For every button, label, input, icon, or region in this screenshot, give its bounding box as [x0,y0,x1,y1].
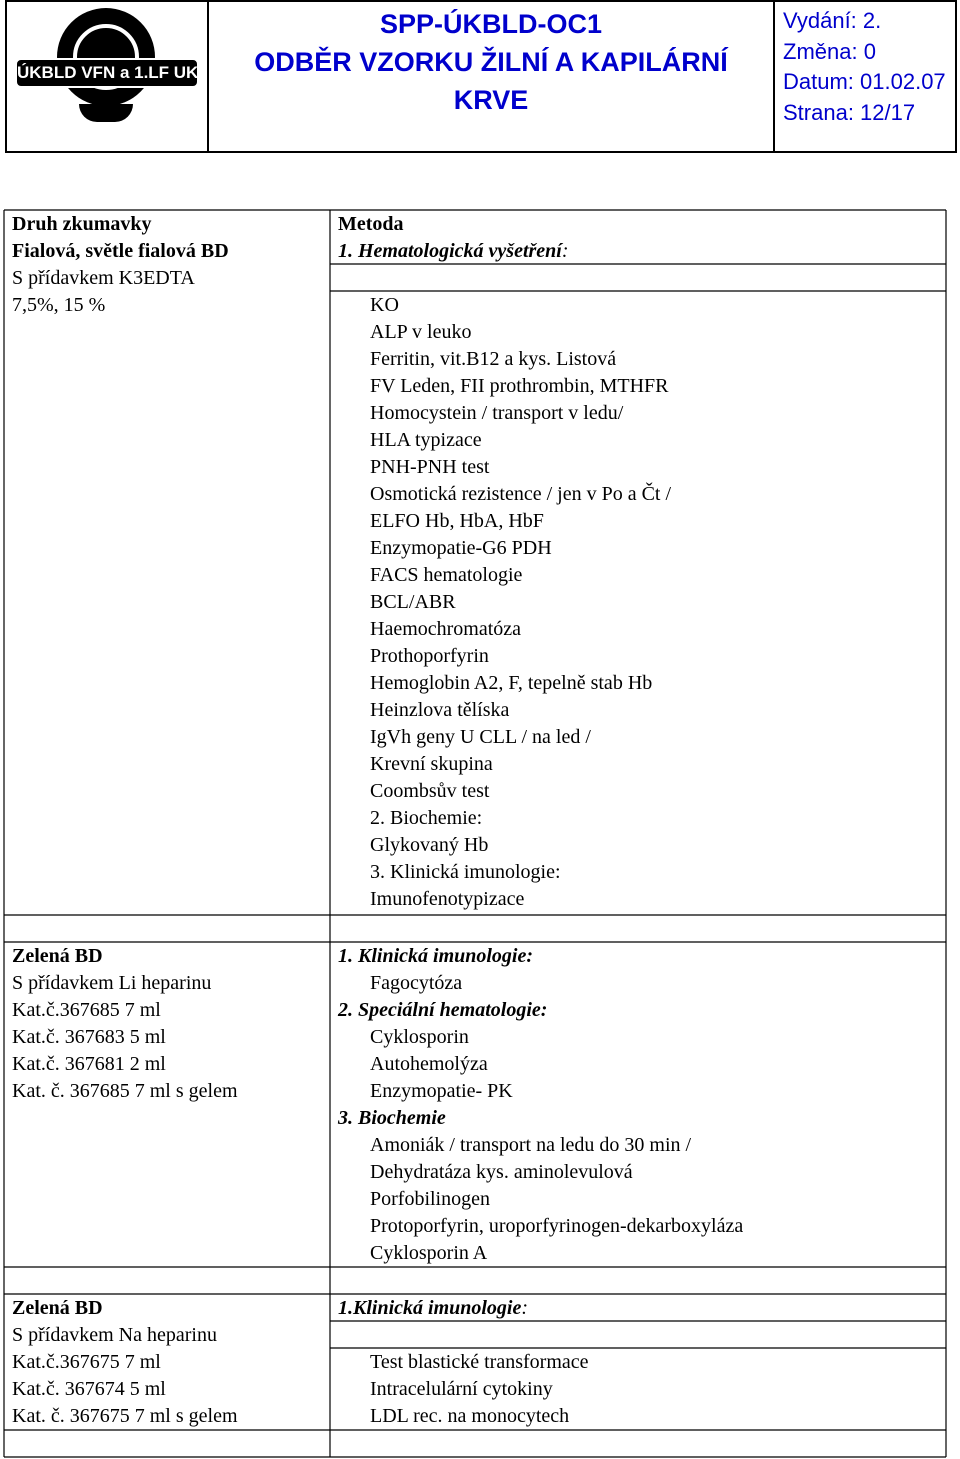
issue-number: Vydání: 2. [783,8,882,33]
method-item: Fagocytóza [370,972,463,994]
method-item: Heinzlova tělíska [370,699,510,721]
logo-band-text: ÚKBLD VFN a 1.LF UK [15,58,199,88]
method-item: Homocystein / transport v ledu/ [370,402,624,424]
method-item: BCL/ABR [370,591,456,613]
title-line-2: KRVE [453,85,529,115]
method-item: Cyklosporin A [370,1242,488,1264]
page-number: Strana: 12/17 [783,99,916,125]
section-heading: 3. Biochemie [338,1107,446,1129]
method-item: Protoporfyrin, uroporfyrinogen-dekarboxyláza [370,1215,744,1237]
document-code: SPP-ÚKBLD-OC1 [379,9,602,39]
method-item: KO [370,294,399,316]
method-item: Ferritin, vit.B12 a kys. Listová [370,348,617,370]
method-item: Prothoporfyrin [370,645,489,667]
tube-concentration: 7,5%, 15 % [12,294,106,316]
tube-name: Zelená BD [12,945,103,967]
institution-logo [15,8,199,138]
tube-catalog: Kat.č.367675 7 ml [12,1351,161,1373]
method-item: HLA typizace [370,429,482,451]
column-header-method: Metoda [338,213,404,235]
method-item: Glykovaný Hb [370,834,489,856]
tube-name: Zelená BD [12,1297,103,1319]
method-item: Imunofenotypizace [370,888,525,910]
document-info [773,2,955,151]
method-item: Osmotická rezistence / jen v Po a Čt / [370,483,672,505]
method-item: FV Leden, FII prothrombin, MTHFR [370,375,669,397]
method-item: Amoniák / transport na ledu do 30 min / [370,1134,692,1156]
tube-catalog: Kat. č. 367685 7 ml s gelem [12,1080,238,1102]
method-item: ALP v leuko [370,321,472,343]
method-item: Dehydratáza kys. aminolevulová [370,1161,633,1183]
method-item: Test blastické transformace [370,1351,589,1373]
method-item: ELFO Hb, HbA, HbF [370,510,544,532]
tube-additive: S přídavkem Na heparinu [12,1324,217,1346]
tube-catalog: Kat.č. 367683 5 ml [12,1026,166,1048]
method-item: Autohemolýza [370,1053,488,1075]
section-heading: 1.Klinická imunologie: [338,1297,529,1319]
method-item: 3. Klinická imunologie: [370,861,561,883]
title-line-1: ODBĚR VZORKU ŽILNÍ A KAPILÁRNÍ [254,47,728,77]
change-number: Změna: 0 [783,38,876,64]
issue-date: Datum: 01.02.07 [783,69,946,94]
logo-cell [7,2,207,151]
method-item: Coombsův test [370,780,490,802]
tube-additive: S přídavkem Li heparinu [12,972,212,994]
section-heading: 2. Speciální hematologie: [338,999,548,1021]
document-header [5,0,957,153]
section-heading-hematology: 1. Hematologická vyšetření: [338,240,569,262]
method-item: Intracelulární cytokiny [370,1378,553,1400]
tube-name: Fialová, světle fialová BD [12,240,229,262]
tube-catalog: Kat.č.367685 7 ml [12,999,161,1021]
section-heading: 1. Klinická imunologie: [338,945,534,967]
tube-catalog: Kat. č. 367675 7 ml s gelem [12,1405,238,1427]
tube-catalog: Kat.č. 367681 2 ml [12,1053,166,1075]
method-item: Cyklosporin [370,1026,469,1048]
method-item: Krevní skupina [370,753,493,775]
logo-tail [79,104,133,122]
method-item: Enzymopatie- PK [370,1080,513,1102]
method-item: PNH-PNH test [370,456,490,478]
method-item: Porfobilinogen [370,1188,490,1210]
method-item: LDL rec. na monocytech [370,1405,570,1427]
tube-additive: S přídavkem K3EDTA [12,267,195,289]
method-item: 2. Biochemie: [370,807,483,829]
method-item: Enzymopatie-G6 PDH [370,537,552,559]
method-item: FACS hematologie [370,564,523,586]
method-item: Haemochromatóza [370,618,522,640]
method-item: Hemoglobin A2, F, tepelně stab Hb [370,672,653,694]
document-title [207,2,773,151]
tube-catalog: Kat.č. 367674 5 ml [12,1378,166,1400]
method-item: IgVh geny U CLL / na led / [370,726,591,748]
column-header-tube: Druh zkumavky [12,213,152,235]
